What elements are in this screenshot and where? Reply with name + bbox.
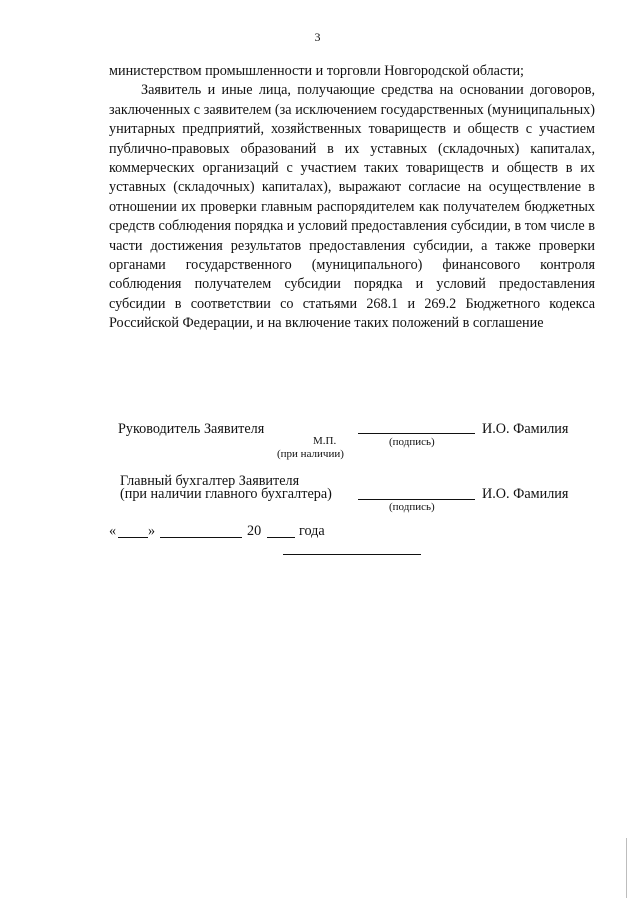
head-signature-line	[358, 433, 475, 434]
stamp-note: (при наличии)	[277, 448, 344, 460]
page-number: 3	[314, 30, 321, 44]
head-label: Руководитель Заявителя	[118, 421, 265, 437]
stamp-label: М.П.	[313, 435, 337, 447]
accountant-signature-line	[358, 499, 475, 500]
head-signature-hint: (подпись)	[389, 436, 435, 448]
page-edge-mark	[626, 838, 627, 898]
date-open-quote: «	[109, 523, 117, 539]
date-year-line	[267, 537, 295, 538]
accountant-label-note: (при наличии главного бухгалтера)	[120, 486, 332, 502]
accountant-name: И.О. Фамилия	[482, 486, 569, 502]
date-month-line	[160, 537, 242, 538]
date-day-line	[118, 537, 148, 538]
paragraph-2: Заявитель и иные лица, получающие средства на основании договоров, заключенных с заявителем (за исключением государственных (муниципальных) унитарных предприятий, хозяйственных товариществ и обществ с участием публично-правовых образований в их уставных (складочных) капиталах, коммерческих организаций с участием таких товариществ и обществ в их уставных (складочных) капиталах), выражают согласие на осуществление в отношении их проверки главным распорядителем как получателем бюджетных средств соблюдения порядка и условий предоставления субсидии, в том числе в части достижения результатов предоставления субсидии, а также проверки органами государственного (муниципального) финансового контроля соблюдения получателем субсидии порядка и условий предоставления субсидии в соответствии со статьями 268.1 и 269.2 Бюджетного кодекса Российской Федерации, и на включение таких положений в соглашение	[109, 82, 595, 332]
closing-rule	[283, 554, 421, 555]
accountant-label: Главный бухгалтер Заявителя	[120, 473, 300, 489]
paragraph-1: министерством промышленности и торговли Новгородской области;	[109, 63, 524, 79]
accountant-signature-hint: (подпись)	[389, 501, 435, 513]
date-year-suffix: года	[299, 523, 325, 539]
body-text	[109, 62, 595, 334]
date-close-quote: »	[148, 523, 156, 539]
date-year-prefix: 20	[247, 523, 262, 539]
head-name: И.О. Фамилия	[482, 421, 569, 437]
